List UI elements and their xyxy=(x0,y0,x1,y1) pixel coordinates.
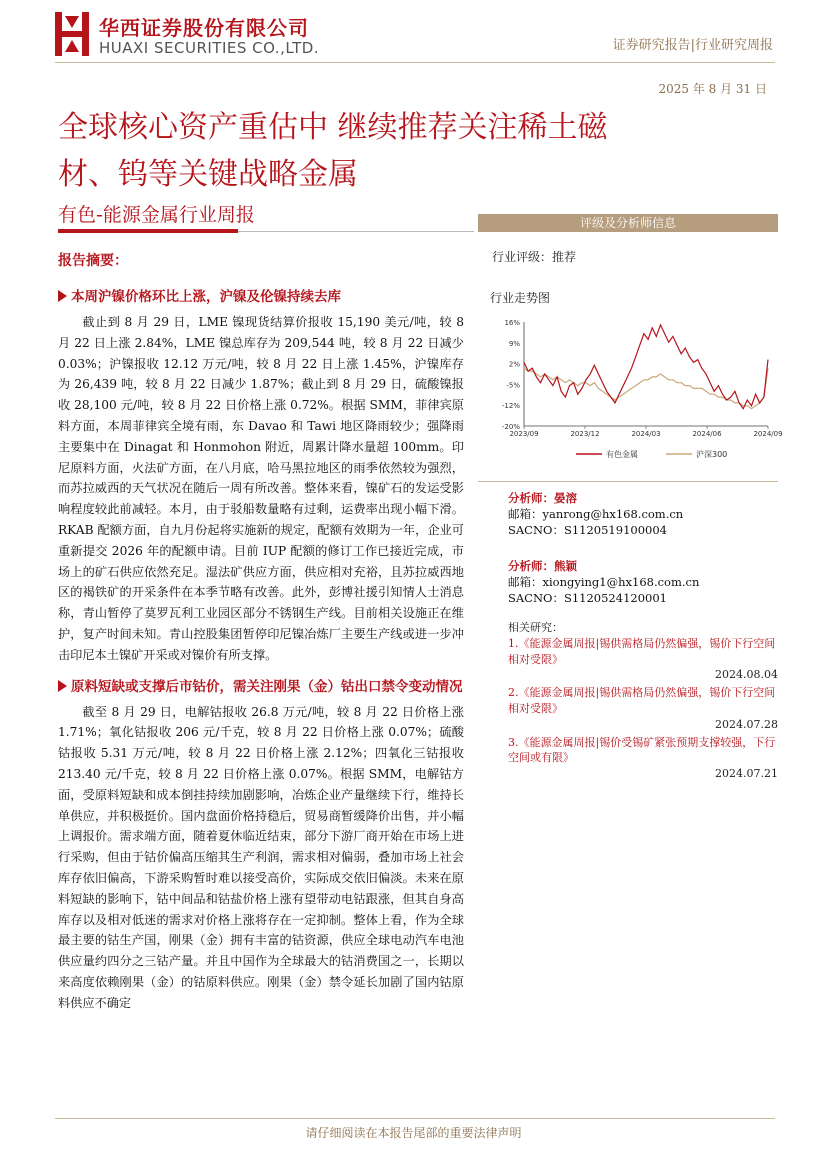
x-tick-label: 2023/12 xyxy=(570,430,600,438)
industry-rating: 行业评级：推荐 xyxy=(492,250,577,264)
analyst-name: 分析师：熊颖 xyxy=(508,559,577,573)
analyst-block xyxy=(508,558,778,606)
analyst-name: 分析师：晏溶 xyxy=(508,491,577,505)
analyst-email[interactable]: 邮箱：yanrong@hx168.com.cn xyxy=(508,507,684,521)
y-tick-label: -20% xyxy=(501,423,520,431)
panel-divider xyxy=(478,481,778,482)
related-research-date: 2024.07.28 xyxy=(715,717,778,731)
info-panel-header: 评级及分析师信息 xyxy=(478,214,778,232)
triangle-bullet-icon xyxy=(58,680,67,692)
subtitle-accent-bar xyxy=(58,229,238,233)
company-logo xyxy=(55,12,375,62)
triangle-bullet-icon xyxy=(58,290,67,302)
summary-title: 报告摘要： xyxy=(58,253,128,269)
x-tick-label: 2024/06 xyxy=(692,430,722,438)
section-body-nickel: 截止到 8 月 29 日，LME 镍现货结算价报收 15,190 美元/吨，较 8 月 22 日上涨 2.84%，LME 镍总库存为 209,544 吨，较 8 月 22 日减少 0.03%；沪镍报收 12.12 万元/吨，较 8 月 22 日上涨 1.45%，沪镍库存为 26,439 吨，较 8 月 22 日减少 1.87%；截止到 8 月 29 日，硫酸镍报收 28,100 元/吨，较 8 月 22 日价格上涨 0.72%。根据 SMM，菲律宾原料方面，本周菲律宾全境有雨，东 Davao 和 Tawi 地区降雨较少；强降雨主要集中在 Dinagat 和 Honmohon 附近，周累计降水量超 100mm。印尼原料方面，火法矿方面，在八月底，哈马黑拉地区的雨季依然较为强烈，而苏拉威西的天气状况在随后一周有所改善。整体来看，镍矿石的发运受影响程度较此前减轻。本月，由于驳船数量略有过剩，运费率出现小幅下滑。RKAB 配额方面，自九月份起将实施新的规定，配额有效期为一年，企业可重新提交 2026 年的配额申请。目前 IUP 配额的修订工作已接近完成，市场上的矿石供应依然充足。湿法矿供应方面，供应相对充裕，且苏拉威西地区的褐铁矿的开采条件在本季节略有改善。此外，彭博社援引知情人士消息称，青山暂停了莫罗瓦利工业园区部分不锈钢生产线。目前相关设施正在维护，复产时间未知。青山控股集团暂停印尼镍冶炼厂主要生产线或进一步冲击印尼本土镍矿开采或对镍价有所支撑。 xyxy=(58,315,464,662)
report-subtitle: 有色-能源金属行业周报 xyxy=(58,204,255,226)
analyst-sacno: SACNO：S1120519100004 xyxy=(508,523,667,537)
y-tick-label: 9% xyxy=(508,339,520,348)
legend-label: 有色金属 xyxy=(606,450,638,459)
report-title-line1: 全球核心资产重估中 继续推荐关注稀土磁 xyxy=(58,110,608,145)
section-heading-cobalt xyxy=(58,676,464,698)
legal-notice: 请仔细阅读在本报告尾部的重要法律声明 xyxy=(305,1126,522,1140)
summary-column xyxy=(58,250,464,1024)
related-research-item[interactable]: 3.《能源金属周报|锡价受锡矿紧张预期支撑较强，下行空间或有限》 xyxy=(508,735,776,765)
section-heading-text: 原料短缺或支撑后市钴价，需关注刚果（金）钴出口禁令变动情况 xyxy=(71,678,463,695)
section-heading-nickel xyxy=(58,286,464,308)
series-line-有色金属 xyxy=(524,325,768,409)
legend-label: 沪深300 xyxy=(696,450,728,459)
analyst-sacno: SACNO：S1120524120001 xyxy=(508,591,667,605)
company-name-cn: 华西证券股份有限公司 xyxy=(99,16,309,40)
company-name-en: HUAXI SECURITIES CO.,LTD. xyxy=(99,39,320,57)
subtitle-divider xyxy=(238,231,474,232)
y-tick-label: -12% xyxy=(501,402,520,411)
analyst-block xyxy=(508,490,778,538)
x-tick-label: 2024/03 xyxy=(631,430,661,438)
report-date: 2025 年 8 月 31 日 xyxy=(658,82,767,96)
report-type: 证券研究报告|行业研究周报 xyxy=(612,38,773,53)
y-tick-label: 2% xyxy=(508,360,520,369)
trend-chart-title: 行业走势图 xyxy=(490,291,551,305)
x-tick-label: 2024/09 xyxy=(753,430,783,438)
report-title-line2: 材、钨等关键战略金属 xyxy=(58,157,358,192)
footer-divider xyxy=(55,1118,775,1119)
info-panel xyxy=(478,214,783,784)
report-title xyxy=(58,104,758,198)
related-research-item[interactable]: 1.《能源金属周报|锡供需格局仍然偏强，锡价下行空间相对受限》 xyxy=(508,636,776,666)
section-heading-text: 本周沪镍价格环比上涨，沪镍及伦镍持续去库 xyxy=(71,289,341,305)
y-tick-label: -5% xyxy=(506,381,520,390)
related-research-date: 2024.07.21 xyxy=(715,767,778,781)
section-body-cobalt: 截至 8 月 29 日，电解钴报收 26.8 万元/吨，较 8 月 22 日价格上涨 1.71%；氧化钴报收 206 元/千克，较 8 月 22 日价格上涨 0.07%；硫酸钴报收 5.31 万元/吨，较 8 月 22 日价格上涨 2.12%；四氧化三钴报收 213.40 元/千克，较 8 月 22 日价格上涨 0.07%。根据 SMM，电解钴方面，受原料短缺和成本倒挂持续加剧影响，冶炼企业产量继续下行，维持长单供应，并积极挺价。国内盘面价格持稳后，贸易商暂缓降价出售，并小幅上调报价。需求端方面，随着夏休临近结束，部分下游厂商开始在市场上进行采购，但由于钴价偏高压缩其生产利润，需求相对偏弱，叠加市场上社会库存依旧偏高，下游采购暂时难以接受高价，实际成交依旧偏淡。未来在原料短缺的影响下，钴中间品和钴盐价格上涨有望带动电钴跟涨，但其自身高库存以及相对低迷的需求对价格上涨将存在一定抑制。整体上看，作为全球最主要的钴生产国，刚果（金）拥有丰富的钴资源，供应全球电动汽车电池供应量约四分之三钴产量。并且中国作为全球最大的钴消费国之一，长期以来高度依赖刚果（金）的钴原料供应。刚果（金）禁令延长加剧了国内钴原料供应不确定 xyxy=(58,704,464,1010)
related-research-date: 2024.08.04 xyxy=(715,668,778,682)
header-divider xyxy=(55,62,775,63)
trend-chart-svg xyxy=(486,314,783,469)
related-research-item[interactable]: 2.《能源金属周报|锡供需格局仍然偏强，锡价下行空间相对受限》 xyxy=(508,686,776,715)
x-tick-label: 2023/09 xyxy=(509,430,539,438)
related-research-title: 相关研究： xyxy=(508,621,563,634)
y-tick-label: 16% xyxy=(504,319,520,327)
related-research xyxy=(508,620,778,782)
industry-trend-chart xyxy=(486,314,783,469)
analyst-email[interactable]: 邮箱：xiongying1@hx168.com.cn xyxy=(508,575,700,589)
huaxi-logo-icon xyxy=(55,12,89,56)
